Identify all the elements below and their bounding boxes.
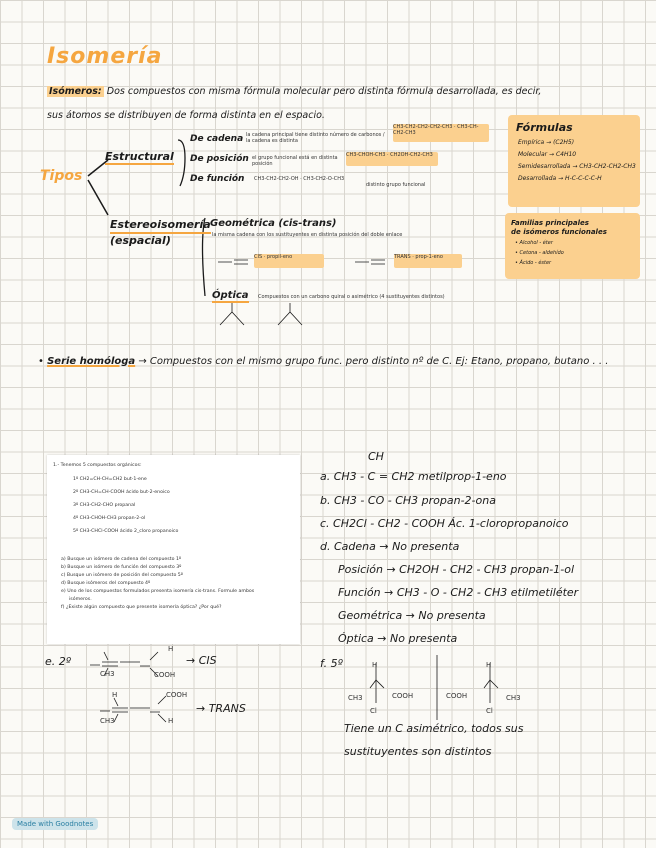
answer-f-label: f. 5º bbox=[320, 657, 343, 670]
e-cis-ch3: CH3 bbox=[100, 670, 115, 678]
answer-f-note-2: sustituyentes son distintos bbox=[344, 745, 492, 758]
familias-card bbox=[505, 213, 640, 279]
geometrica-label: Geométrica (cis-trans) bbox=[210, 218, 337, 229]
cis-example: CIS · propil-eno bbox=[254, 254, 324, 268]
answer-d-optica: Óptica → No presenta bbox=[338, 632, 458, 645]
answer-d-posicion: Posición → CH2OH - CH2 - CH3 propan-1-ol bbox=[338, 563, 575, 576]
optica-note: Compuestos con un carbono quiral o asimétrico (4 sustituyentes distintos) bbox=[258, 294, 445, 300]
f-right-h: H bbox=[486, 661, 492, 669]
e-cis-h: H bbox=[168, 645, 174, 653]
question-item: f) ¿Existe algún compuesto que presente isomería óptica? ¿Por qué? bbox=[61, 605, 222, 610]
answer-d-funcion: Función → CH3 - O - CH2 - CH3 etilmetiléter bbox=[338, 586, 579, 599]
serie-homologa: • Serie homóloga → Compuestos con el mismo grupo func. pero distinto nº de C. Ej: Etano, propano, butano . . . bbox=[38, 356, 609, 367]
formulas-row: Empírica → (C2H5) bbox=[518, 139, 575, 146]
question-item: b) Busque un isómero de función del compuesto 3º bbox=[61, 565, 182, 570]
familias-row: • Cetona - aldehído bbox=[515, 250, 564, 256]
familias-row: • Alcohol - éter bbox=[515, 240, 553, 246]
geometrica-note: la misma cadena con los sustituyentes en distinta posición del doble enlace bbox=[212, 232, 403, 238]
funcion-example: CH3-CH2-CH2-OH · CH3-CH2-O-CH3 bbox=[254, 176, 345, 182]
familias-heading-2: de isómeros funcionales bbox=[511, 228, 607, 236]
definition-line-2: sus átomos se distribuyen de forma distinta en el espacio. bbox=[47, 110, 325, 121]
answer-a: a. CH3 - C = CH2 metilprop-1-eno bbox=[320, 470, 507, 483]
question-item: e) Uno de los compuestos formulados presenta isomería cis-trans. Formule ambos bbox=[61, 589, 255, 594]
funcion-note: distinto grupo funcional bbox=[366, 182, 426, 188]
familias-row: • Ácido - éster bbox=[515, 260, 552, 266]
e-trans-h: H bbox=[112, 691, 118, 699]
compound-item: 1º CH2=CH-CH=CH2 but-1-ene bbox=[73, 477, 147, 482]
question-item: a) Busque un isómero de cadena del compuesto 1º bbox=[61, 557, 182, 562]
formulas-row: Semidesarrollada → CH3-CH2-CH2-CH3 bbox=[518, 163, 636, 170]
answer-e-label: e. 2º bbox=[45, 655, 71, 668]
serie-term: Serie homóloga bbox=[47, 356, 136, 367]
posicion-note: el grupo funcional está en distinta posición bbox=[252, 155, 338, 167]
question-item: d) Busque isómeros del compuesto 4º bbox=[61, 581, 151, 586]
estereo-label bbox=[110, 218, 211, 248]
formulas-row: Molecular → C4H10 bbox=[518, 151, 577, 158]
posicion-label: De posición bbox=[190, 154, 249, 164]
definition-line-1: Dos compuestos con misma fórmula molecular pero distinta fórmula desarrollada, es decir, bbox=[106, 86, 542, 97]
cadena-example: CH3-CH2-CH2-CH2-CH3 · CH3-CH-CH2-CH3 bbox=[393, 124, 489, 142]
answer-e-cis: → CIS bbox=[186, 654, 217, 667]
tipos-label: Tipos bbox=[40, 168, 83, 184]
compound-item: 2º CH3-CH=CH-COOH ácido but-2-enoico bbox=[73, 490, 170, 495]
f-right-cl: Cl bbox=[486, 707, 493, 715]
exercise-intro: 1.- Tenemos 5 compuestos orgánicos: bbox=[53, 463, 142, 468]
e-trans-cooh: COOH bbox=[166, 691, 188, 699]
posicion-example: CH3-CHOH-CH3 · CH2OH-CH2-CH3 bbox=[346, 152, 438, 166]
formulas-row: Desarrollada → H-C-C-C-C-H bbox=[518, 175, 602, 182]
cadena-label: De cadena bbox=[190, 134, 244, 144]
answer-d-geometrica: Geométrica → No presenta bbox=[338, 609, 486, 622]
trans-example: TRANS · prop-1-eno bbox=[394, 254, 462, 268]
question-item: c) Busque un isómero de posición del compuesto 5º bbox=[61, 573, 183, 578]
answer-d: d. Cadena → No presenta bbox=[320, 540, 460, 553]
estructural-label: Estructural bbox=[105, 150, 174, 163]
goodnotes-watermark: Made with Goodnotes bbox=[12, 818, 98, 830]
estereo-label-2: (espacial) bbox=[110, 234, 171, 247]
answer-b: b. CH3 - CO - CH3 propan-2-ona bbox=[320, 494, 496, 507]
familias-heading-1: Familias principales bbox=[511, 219, 589, 227]
compound-item: 3º CH3-CH2-CHO propanal bbox=[73, 503, 136, 508]
f-right-ch3: CH3 bbox=[506, 694, 521, 702]
e-trans-ch3: CH3 bbox=[100, 717, 115, 725]
f-right-cooh: COOH bbox=[446, 692, 468, 700]
page-title: Isomería bbox=[47, 44, 163, 69]
estereo-label-1: Estereoisomería bbox=[110, 218, 211, 234]
f-left-h: H bbox=[372, 661, 378, 669]
compound-item: 5º CH3-CHCl-COOH ácido 2_cloro propanoico bbox=[73, 529, 179, 534]
e-cis-cooh: COOH bbox=[154, 671, 176, 679]
cadena-note: la cadena principal tiene distinto número de carbonos / la cadena es distinta bbox=[246, 132, 385, 144]
funcion-label: De función bbox=[190, 174, 245, 184]
answer-a-top: CH bbox=[368, 450, 384, 463]
answer-c: c. CH2Cl - CH2 - COOH Ác. 1-cloropropanoico bbox=[320, 517, 569, 530]
compound-item: 4º CH3-CHOH-CH3 propan-2-ol bbox=[73, 516, 146, 521]
f-left-cooh: COOH bbox=[392, 692, 414, 700]
answer-f-note-1: Tiene un C asimétrico, todos sus bbox=[344, 722, 524, 735]
f-left-cl: Cl bbox=[370, 707, 377, 715]
optica-label: Óptica bbox=[212, 290, 249, 301]
formulas-card bbox=[508, 115, 640, 207]
e-trans-h2: H bbox=[168, 717, 174, 725]
f-left-ch3: CH3 bbox=[348, 694, 363, 702]
serie-text: → Compuestos con el mismo grupo func. pero distinto nº de C. Ej: Etano, propano, butano . . . bbox=[138, 356, 609, 367]
question-item: isómeros. bbox=[69, 597, 92, 602]
answer-e-trans: → TRANS bbox=[196, 702, 246, 715]
formulas-heading: Fórmulas bbox=[516, 121, 573, 134]
definition-term: Isómeros: bbox=[49, 86, 102, 97]
exercise-sheet bbox=[47, 455, 300, 644]
